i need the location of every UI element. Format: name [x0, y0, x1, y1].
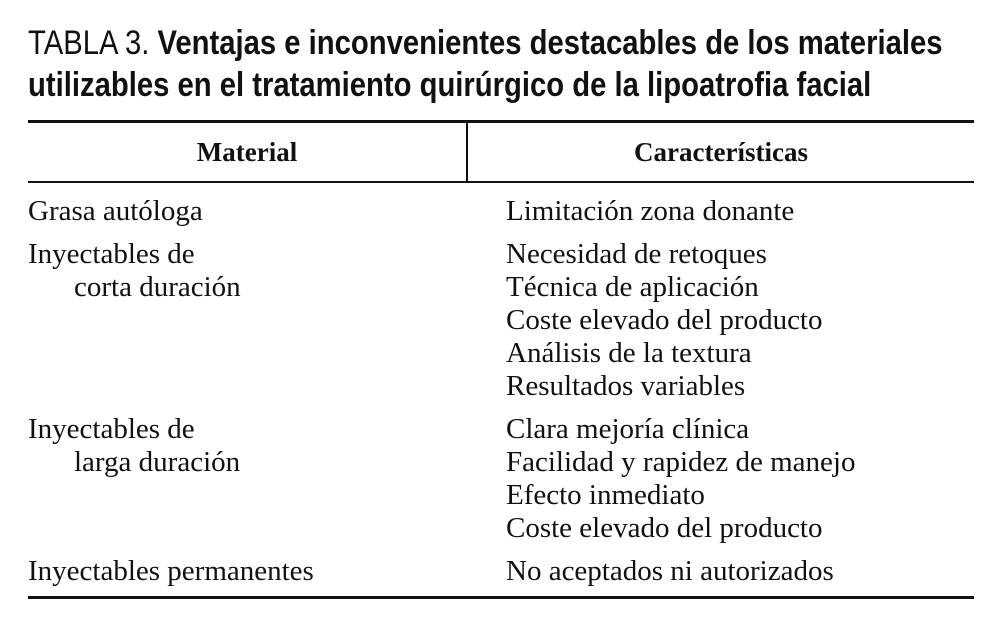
material-line: larga duración	[74, 446, 241, 478]
material-line: corta duración	[74, 271, 241, 303]
caption-line-1	[28, 22, 943, 64]
header-caracteristicas: Características	[634, 136, 808, 167]
caracteristica-line: Facilidad y rapidez de manejo	[506, 446, 856, 478]
caracteristica-line: Necesidad de retoques	[506, 238, 767, 270]
table-row	[28, 413, 974, 545]
material-line: Inyectables de	[28, 413, 195, 445]
caracteristicas-cell	[506, 413, 974, 545]
caracteristica-line: No aceptados ni autorizados	[506, 555, 834, 587]
material-cell	[28, 555, 506, 588]
caracteristica-line: Coste elevado del producto	[506, 304, 823, 336]
table-title-line-2: utilizables en el tratamiento quirúrgico de la lipoatrofia facial	[28, 66, 872, 104]
material-cell	[28, 238, 506, 403]
table-caption	[28, 22, 943, 106]
table-number-label: TABLA 3.	[28, 24, 150, 62]
caracteristica-line: Limitación zona donante	[506, 195, 795, 227]
header-material: Material	[28, 123, 468, 181]
table-body	[28, 183, 974, 596]
caracteristica-line: Análisis de la textura	[506, 337, 752, 369]
table-row	[28, 238, 974, 403]
caracteristicas-cell	[506, 555, 974, 588]
table-title-line-1: Ventajas e inconvenientes destacables de los materiales	[157, 24, 943, 62]
material-line: Inyectables permanentes	[28, 555, 314, 587]
materials-table	[28, 120, 974, 599]
caracteristica-line: Efecto inmediato	[506, 479, 705, 511]
caracteristica-line: Coste elevado del producto	[506, 512, 823, 544]
material-line: Inyectables de	[28, 238, 195, 270]
table-row	[28, 555, 974, 588]
material-line: Grasa autóloga	[28, 195, 203, 227]
caracteristicas-cell	[506, 238, 974, 403]
material-cell	[28, 413, 506, 545]
caracteristica-line: Técnica de aplicación	[506, 271, 759, 303]
material-cell	[28, 195, 506, 228]
caracteristicas-cell	[506, 195, 974, 228]
caracteristica-line: Resultados variables	[506, 370, 746, 402]
table-header	[28, 123, 974, 183]
table-row	[28, 195, 974, 228]
caracteristica-line: Clara mejoría clínica	[506, 413, 750, 445]
